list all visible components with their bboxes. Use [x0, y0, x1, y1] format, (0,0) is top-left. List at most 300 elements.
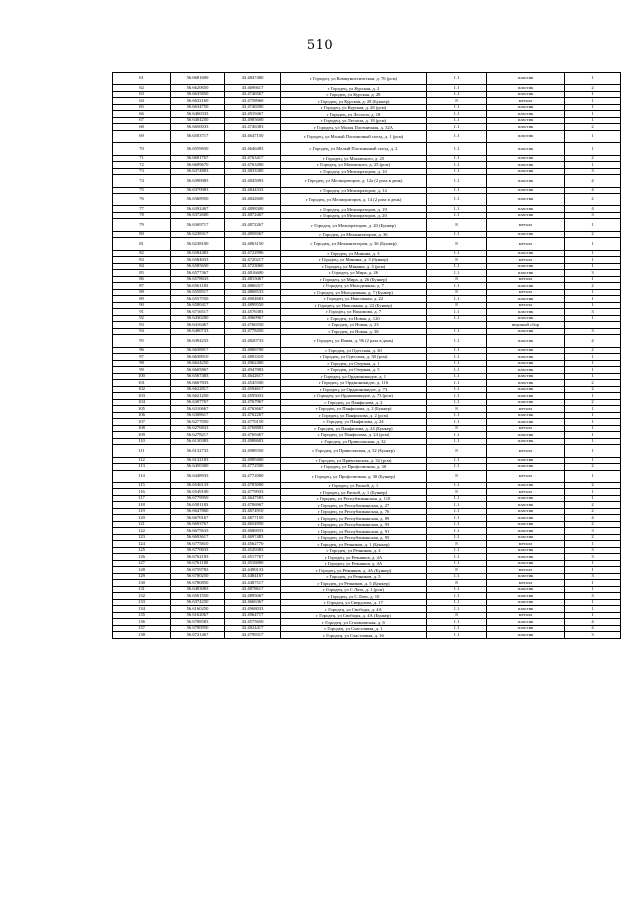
cell-address: г Городец, ул Напольная, д. 22 (Бункер)	[281, 302, 427, 309]
cell-container-volume: 1.1	[427, 296, 487, 303]
cell-row-number: 69	[113, 130, 171, 142]
cell-container-count: 2	[565, 380, 621, 387]
cell-longitude: 43.4898300	[225, 206, 281, 213]
cell-container-volume: 1.1	[427, 393, 487, 400]
cell-longitude: 43.4769467	[225, 432, 281, 439]
cell-address: г Городец, ул Лесхоза, д. 18	[281, 111, 427, 118]
cell-container-material: пластик	[487, 619, 565, 626]
cell-container-count: 1	[565, 489, 621, 496]
cell-latitude: 56.6390083	[171, 175, 225, 187]
cell-container-material: металл	[487, 238, 565, 250]
cell-container-volume: 8	[427, 541, 487, 548]
container-sites-table	[112, 72, 621, 639]
cell-address: г Городец, ул Республиканская, д. 93	[281, 521, 427, 528]
cell-longitude: 43.4895067	[225, 593, 281, 600]
cell-longitude: 43.4720217	[225, 257, 281, 264]
cell-address: г Городец, ул Коммунистическая, д. 76 (рсм)	[281, 73, 427, 85]
cell-container-material: пластик	[487, 367, 565, 374]
cell-container-count: 3	[565, 328, 621, 335]
cell-container-count: 1	[565, 360, 621, 367]
table-row	[113, 238, 621, 250]
cell-longitude: 43.4872467	[225, 212, 281, 219]
cell-address: г Городец, ул Панфилова, д. 24	[281, 419, 427, 426]
cell-latitude: 56.6132183	[171, 457, 225, 464]
cell-address: г Городец, ул Новая, д. 96 (2 раза в день)	[281, 335, 427, 347]
cell-container-count: 3	[565, 168, 621, 175]
cell-longitude: 43.4960967	[225, 315, 281, 322]
cell-latitude: 56.6585650	[171, 263, 225, 270]
cell-container-material: пластик	[487, 335, 565, 347]
cell-latitude: 56.6577367	[171, 270, 225, 277]
cell-longitude: 43.4863150	[225, 238, 281, 250]
cell-longitude: 43.4520383	[225, 547, 281, 554]
cell-container-volume: 1.1	[427, 283, 487, 290]
cell-longitude: 43.4779933	[225, 489, 281, 496]
cell-longitude: 43.4964717	[225, 612, 281, 619]
cell-longitude: 43.4666367	[225, 599, 281, 606]
cell-container-count: 1	[565, 599, 621, 606]
cell-container-material: пластик	[487, 91, 565, 98]
cell-latitude: 56.6460333	[171, 111, 225, 118]
cell-container-count: 1	[565, 117, 621, 124]
cell-container-material: пластик	[487, 528, 565, 535]
cell-container-volume: 1.1	[427, 632, 487, 639]
cell-container-volume: 1.1	[427, 367, 487, 374]
cell-longitude: 43.4770150	[225, 419, 281, 426]
cell-longitude: 43.4844333	[225, 187, 281, 194]
cell-row-number: 75	[113, 187, 171, 194]
cell-row-number: 117	[113, 495, 171, 502]
cell-longitude: 43.4595033	[225, 393, 281, 400]
cell-longitude: 43.4766550	[225, 322, 281, 329]
cell-container-count: 1	[565, 250, 621, 257]
cell-row-number: 135	[113, 612, 171, 619]
cell-address: г Городец, ул Мелиораторов, д. 20 (Бункер)	[281, 219, 427, 231]
cell-longitude: 43.4820733	[225, 335, 281, 347]
cell-latitude: 56.6549100	[171, 489, 225, 496]
cell-row-number: 76	[113, 194, 171, 206]
cell-container-volume: 1.1	[427, 168, 487, 175]
cell-address: г Городец, ул Приволжская, д. 32 (рсм)	[281, 457, 427, 464]
cell-container-count: 1	[565, 586, 621, 593]
cell-latitude: 56.6622817	[171, 386, 225, 393]
cell-longitude: 43.4490133	[225, 567, 281, 574]
cell-address: г Городец, ул Речников, д. 4А (Бункер)	[281, 567, 427, 574]
table-row	[113, 175, 621, 187]
cell-container-volume: 8	[427, 98, 487, 105]
cell-container-volume: 1.1	[427, 231, 487, 238]
cell-container-volume: 1.1	[427, 130, 487, 142]
cell-latitude: 56.6448933	[171, 470, 225, 482]
cell-container-count: 2	[565, 386, 621, 393]
cell-container-count: 2	[565, 482, 621, 489]
cell-latitude: 56.6578633	[171, 276, 225, 283]
cell-longitude: 43.4722996	[225, 250, 281, 257]
cell-container-count: 1	[565, 432, 621, 439]
cell-address: г Городец, ул Маховского, д. 25 (рсм)	[281, 162, 427, 169]
cell-container-count: 1	[565, 130, 621, 142]
cell-row-number: 134	[113, 606, 171, 613]
cell-address: г Городец, ул Новая, д. 23	[281, 322, 427, 329]
cell-container-volume: 1.1	[427, 508, 487, 515]
cell-container-material: пластик	[487, 438, 565, 445]
cell-address: г Городец, ул Раской, д. 1 (Бункер)	[281, 489, 427, 496]
cell-address: г Городец, ул Счастливая, д. 1	[281, 625, 427, 632]
cell-row-number: 79	[113, 219, 171, 231]
cell-latitude: 56.6392467	[171, 206, 225, 213]
cell-container-count: 1	[565, 445, 621, 457]
cell-container-count: 1	[565, 560, 621, 567]
cell-longitude: 43.4517767	[225, 554, 281, 561]
cell-latitude: 56.6238317	[171, 231, 225, 238]
cell-longitude: 43.4562770	[225, 541, 281, 548]
cell-container-volume: 8	[427, 406, 487, 413]
cell-container-volume: 8	[427, 470, 487, 482]
cell-row-number: 84	[113, 263, 171, 270]
cell-row-number: 121	[113, 521, 171, 528]
cell-longitude: 43.4988683	[225, 438, 281, 445]
cell-container-material: пластик	[487, 373, 565, 380]
cell-container-count: 1	[565, 412, 621, 419]
cell-row-number: 116	[113, 489, 171, 496]
cell-latitude: 56.6404250	[171, 117, 225, 124]
cell-longitude: 43.4516000	[225, 560, 281, 567]
cell-longitude: 43.4872267	[225, 219, 281, 231]
cell-longitude: 43.4799317	[225, 632, 281, 639]
cell-container-count: 4	[565, 187, 621, 194]
cell-longitude: 43.4594617	[225, 386, 281, 393]
cell-container-volume: 1.1	[427, 606, 487, 613]
cell-latitude: 56.6675633	[171, 528, 225, 535]
cell-container-count: 2	[565, 283, 621, 290]
cell-longitude: 43.4783000	[225, 482, 281, 489]
cell-container-volume: 8	[427, 425, 487, 432]
cell-container-count: 1	[565, 91, 621, 98]
cell-longitude: 43.4845083	[225, 175, 281, 187]
cell-longitude: 43.4768883	[225, 425, 281, 432]
cell-row-number: 103	[113, 393, 171, 400]
cell-container-volume: 8	[427, 445, 487, 457]
cell-row-number: 71	[113, 155, 171, 162]
cell-container-volume: 8	[427, 567, 487, 574]
table-row	[113, 219, 621, 231]
cell-address: г Городец, ул Минина, д. 3	[281, 250, 427, 257]
cell-container-material: металл	[487, 541, 565, 548]
cell-latitude: 56.6770633	[171, 547, 225, 554]
cell-row-number: 105	[113, 406, 171, 413]
cell-latitude: 56.6681600	[171, 73, 225, 85]
cell-row-number: 93	[113, 322, 171, 329]
cell-address: г Городец, ул Молодежная, д. 7 (Бункер)	[281, 289, 427, 296]
cell-container-volume: 1.1	[427, 124, 487, 131]
cell-row-number: 96	[113, 347, 171, 354]
cell-address: г Городец, ул Минина, д. 3 (рсм)	[281, 263, 427, 270]
cell-row-number: 72	[113, 162, 171, 169]
cell-row-number: 95	[113, 335, 171, 347]
cell-container-volume: 1.1	[427, 360, 487, 367]
cell-row-number: 101	[113, 380, 171, 387]
cell-row-number: 109	[113, 432, 171, 439]
cell-longitude: 43.4833300	[225, 168, 281, 175]
cell-container-material: пластик	[487, 206, 565, 213]
cell-longitude: 43.4762267	[225, 412, 281, 419]
cell-container-count: 2	[565, 155, 621, 162]
cell-longitude: 43.4988350	[225, 445, 281, 457]
cell-longitude: 43.4696617	[225, 85, 281, 92]
cell-container-volume: 1.1	[427, 162, 487, 169]
cell-container-volume: 1.1	[427, 599, 487, 606]
cell-container-material: пластик	[487, 593, 565, 600]
cell-container-material: пластик	[487, 328, 565, 335]
cell-container-count: 1	[565, 73, 621, 85]
cell-address: г Городец, ул Панфилова, д. 24 (Бункер)	[281, 425, 427, 432]
cell-container-count: 4	[565, 625, 621, 632]
cell-container-count: 3	[565, 593, 621, 600]
cell-latitude: 56.6775810	[171, 541, 225, 548]
cell-latitude: 56.6307767	[171, 399, 225, 406]
cell-longitude: 43.4746567	[225, 91, 281, 98]
cell-latitude: 56.6277050	[171, 419, 225, 426]
cell-container-material: пластик	[487, 547, 565, 554]
cell-container-volume: 1.1	[427, 432, 487, 439]
cell-latitude: 56.6721467	[171, 632, 225, 639]
cell-row-number: 107	[113, 419, 171, 426]
cell-row-number: 112	[113, 457, 171, 464]
cell-container-count: 1	[565, 289, 621, 296]
cell-longitude: 43.4842600	[225, 194, 281, 206]
cell-latitude: 56.6308617	[171, 412, 225, 419]
cell-address: г Городец, ул Маховского, д. 25	[281, 155, 427, 162]
cell-row-number: 115	[113, 482, 171, 489]
cell-row-number: 81	[113, 238, 171, 250]
cell-longitude: 43.4803310	[225, 354, 281, 361]
cell-row-number: 130	[113, 580, 171, 587]
table-row	[113, 130, 621, 142]
cell-container-material: пластик	[487, 515, 565, 522]
table-row	[113, 632, 621, 639]
cell-latitude: 56.6558517	[171, 289, 225, 296]
cell-longitude: 43.4654950	[225, 521, 281, 528]
cell-row-number: 99	[113, 367, 171, 374]
cell-longitude: 43.4778450	[225, 328, 281, 335]
cell-row-number: 127	[113, 560, 171, 567]
cell-container-count: 1	[565, 296, 621, 303]
cell-container-material: пластик	[487, 283, 565, 290]
cell-latitude: 56.6700950	[171, 625, 225, 632]
cell-container-count: 4	[565, 619, 621, 626]
cell-latitude: 56.6369717	[171, 219, 225, 231]
cell-latitude: 56.6584033	[171, 257, 225, 264]
cell-container-volume: 1.1	[427, 521, 487, 528]
cell-latitude: 56.6561183	[171, 283, 225, 290]
cell-latitude: 56.6638910	[171, 354, 225, 361]
cell-container-volume: 1.1	[427, 373, 487, 380]
cell-container-volume: 1.1	[427, 212, 487, 219]
cell-container-volume: 8	[427, 289, 487, 296]
cell-container-material: металл	[487, 276, 565, 283]
cell-address: г Городец, ул Республиканская, д. 91	[281, 528, 427, 535]
cell-container-volume: 1.1	[427, 560, 487, 567]
cell-container-volume: 1.1	[427, 270, 487, 277]
cell-container-count: 1	[565, 162, 621, 169]
table-row	[113, 335, 621, 347]
cell-address: г Городец, ул Орджоникидзе, д. 116	[281, 380, 427, 387]
cell-container-material: пластик	[487, 270, 565, 277]
cell-longitude: 43.4677150	[225, 515, 281, 522]
cell-row-number: 132	[113, 593, 171, 600]
cell-container-volume: 1.1	[427, 619, 487, 626]
cell-container-material: пластик	[487, 554, 565, 561]
cell-latitude: 56.6667833	[171, 380, 225, 387]
cell-address: г Городец, ул Свободы, д. 4А (Бункер)	[281, 612, 427, 619]
cell-row-number: 86	[113, 276, 171, 283]
cell-row-number: 113	[113, 464, 171, 471]
cell-container-material: пластик	[487, 560, 565, 567]
cell-container-volume: 1.1	[427, 328, 487, 335]
cell-container-volume: 1.1	[427, 263, 487, 270]
cell-container-count: 1	[565, 367, 621, 374]
cell-address: г Городец, ул Одесская, д. 30	[281, 347, 427, 354]
cell-container-count: 3	[565, 309, 621, 316]
cell-address: г Городец, ул Свердлова, д. 17	[281, 599, 427, 606]
cell-longitude: 43.4642617	[225, 373, 281, 380]
cell-longitude: 43.4968033	[225, 606, 281, 613]
cell-address: г Городец, ул Механизаторов, д. 36 (Бункер)	[281, 238, 427, 250]
cell-container-material: металл	[487, 219, 565, 231]
cell-container-material: пластик	[487, 212, 565, 219]
cell-container-material: пластик	[487, 315, 565, 322]
cell-latitude: 56.6374250	[171, 599, 225, 606]
cell-container-material: пластик	[487, 393, 565, 400]
cell-container-material: пластик	[487, 250, 565, 257]
cell-container-volume: 8	[427, 612, 487, 619]
cell-latitude: 56.6567483	[171, 373, 225, 380]
cell-address: г Городец, ул Республиканская, д. 27	[281, 502, 427, 509]
cell-container-count: 4	[565, 335, 621, 347]
cell-container-material: пластик	[487, 309, 565, 316]
cell-address: г Городец, ул С Лазо, д. 1 (рсм)	[281, 586, 427, 593]
cell-longitude: 43.4763490	[225, 162, 281, 169]
cell-row-number: 126	[113, 554, 171, 561]
cell-latitude: 56.6238100	[171, 238, 225, 250]
cell-longitude: 43.4575650	[225, 619, 281, 626]
cell-longitude: 43.4989400	[225, 457, 281, 464]
cell-address: г Городец, ул Нахимова, д. 7	[281, 309, 427, 316]
cell-row-number: 67	[113, 117, 171, 124]
cell-row-number: 128	[113, 567, 171, 574]
cell-address: г Городец, ул Республиканская, д. 110	[281, 495, 427, 502]
cell-address: г Городец, ул Одесская, д. 30 (рсм)	[281, 354, 427, 361]
cell-address: г Городец, ул Панфилова, д. 2 (рсм)	[281, 412, 427, 419]
cell-row-number: 114	[113, 470, 171, 482]
cell-row-number: 104	[113, 399, 171, 406]
cell-latitude: 56.6132733	[171, 445, 225, 457]
cell-latitude: 56.6621250	[171, 393, 225, 400]
cell-address: г Городец, ул Речников, д. 5 (Бункер)	[281, 580, 427, 587]
cell-address: г Городец, ул Курская, д. 28 (рсм)	[281, 104, 427, 111]
cell-container-count: 1	[565, 143, 621, 155]
cell-container-material: металл	[487, 489, 565, 496]
cell-latitude: 56.6693767	[171, 521, 225, 528]
cell-address: г Городец, ул Профсоюзная, д. 30 (Бункер)	[281, 470, 427, 482]
cell-address: г Городец, ул Речников, д. 5	[281, 573, 427, 580]
cell-longitude: 43.4723060	[225, 263, 281, 270]
cell-container-material: пластик	[487, 606, 565, 613]
cell-address: г Городец, ул Речников, д. 4А	[281, 554, 427, 561]
cell-container-material: пластик	[487, 386, 565, 393]
cell-address: г Городец, ул Речников, д. 4А	[281, 560, 427, 567]
cell-container-count: 1	[565, 495, 621, 502]
cell-row-number: 110	[113, 438, 171, 445]
cell-row-number: 90	[113, 302, 171, 309]
cell-latitude: 56.6624250	[171, 360, 225, 367]
cell-address: г Городец, ул Речников, д. 4	[281, 547, 427, 554]
cell-container-count: 1	[565, 541, 621, 548]
cell-container-count: 4	[565, 206, 621, 213]
cell-container-volume: 1.1	[427, 354, 487, 361]
cell-container-volume: 1.1	[427, 593, 487, 600]
cell-address: г Городец, ул Мира, д. 26	[281, 270, 427, 277]
cell-container-material: пластик	[487, 162, 565, 169]
cell-container-count: 2	[565, 521, 621, 528]
cell-container-count: 1	[565, 457, 621, 464]
cell-address: г Городец, ул Механизаторов, д. 36	[281, 231, 427, 238]
cell-latitude: 56.6430200	[171, 315, 225, 322]
cell-row-number: 82	[113, 250, 171, 257]
cell-address: г Городец, ул Мелиораторов, д. 14	[281, 187, 427, 194]
cell-latitude: 56.6546133	[171, 482, 225, 489]
cell-container-count: 1	[565, 567, 621, 574]
cell-address: г Городец, ул Орджоникидзе, д. 73	[281, 386, 427, 393]
cell-latitude: 56.6450300	[171, 464, 225, 471]
cell-container-material: пластик	[487, 380, 565, 387]
cell-container-material: пластик	[487, 599, 565, 606]
cell-row-number: 65	[113, 104, 171, 111]
cell-row-number: 118	[113, 502, 171, 509]
cell-container-material: металл	[487, 289, 565, 296]
table-row	[113, 194, 621, 206]
cell-row-number: 136	[113, 619, 171, 626]
table-body	[113, 73, 621, 639]
cell-container-material: пластик	[487, 419, 565, 426]
cell-container-count: 1	[565, 276, 621, 283]
cell-container-volume: 1.1	[427, 347, 487, 354]
cell-container-material: пластик	[487, 457, 565, 464]
cell-latitude: 56.6638817	[171, 347, 225, 354]
cell-row-number: 68	[113, 124, 171, 131]
cell-container-volume: 1.1	[427, 625, 487, 632]
cell-address: г Городец, ул Лесхоза, д. 18 (рсм)	[281, 117, 427, 124]
cell-row-number: 100	[113, 373, 171, 380]
cell-latitude: 56.6605867	[171, 367, 225, 374]
cell-longitude: 43.4947883	[225, 367, 281, 374]
cell-address: г Городец, ул Озерная, д. 1	[281, 360, 427, 367]
cell-container-material: пластик	[487, 632, 565, 639]
cell-row-number: 66	[113, 111, 171, 118]
cell-address: г Городец, ул Мелиораторов, д. 20	[281, 212, 427, 219]
cell-container-material: металл	[487, 406, 565, 413]
cell-container-count: 1	[565, 263, 621, 270]
cell-container-volume: 1.1	[427, 438, 487, 445]
cell-container-material: металл	[487, 612, 565, 619]
cell-latitude: 56.6601767	[171, 155, 225, 162]
cell-longitude: 43.4697483	[225, 534, 281, 541]
cell-container-material: пластик	[487, 412, 565, 419]
cell-row-number: 122	[113, 528, 171, 535]
cell-container-volume: 1.1	[427, 515, 487, 522]
cell-address: г Городец, ул Мелиораторов, д. 19	[281, 206, 427, 213]
cell-container-volume: 1.1	[427, 547, 487, 554]
